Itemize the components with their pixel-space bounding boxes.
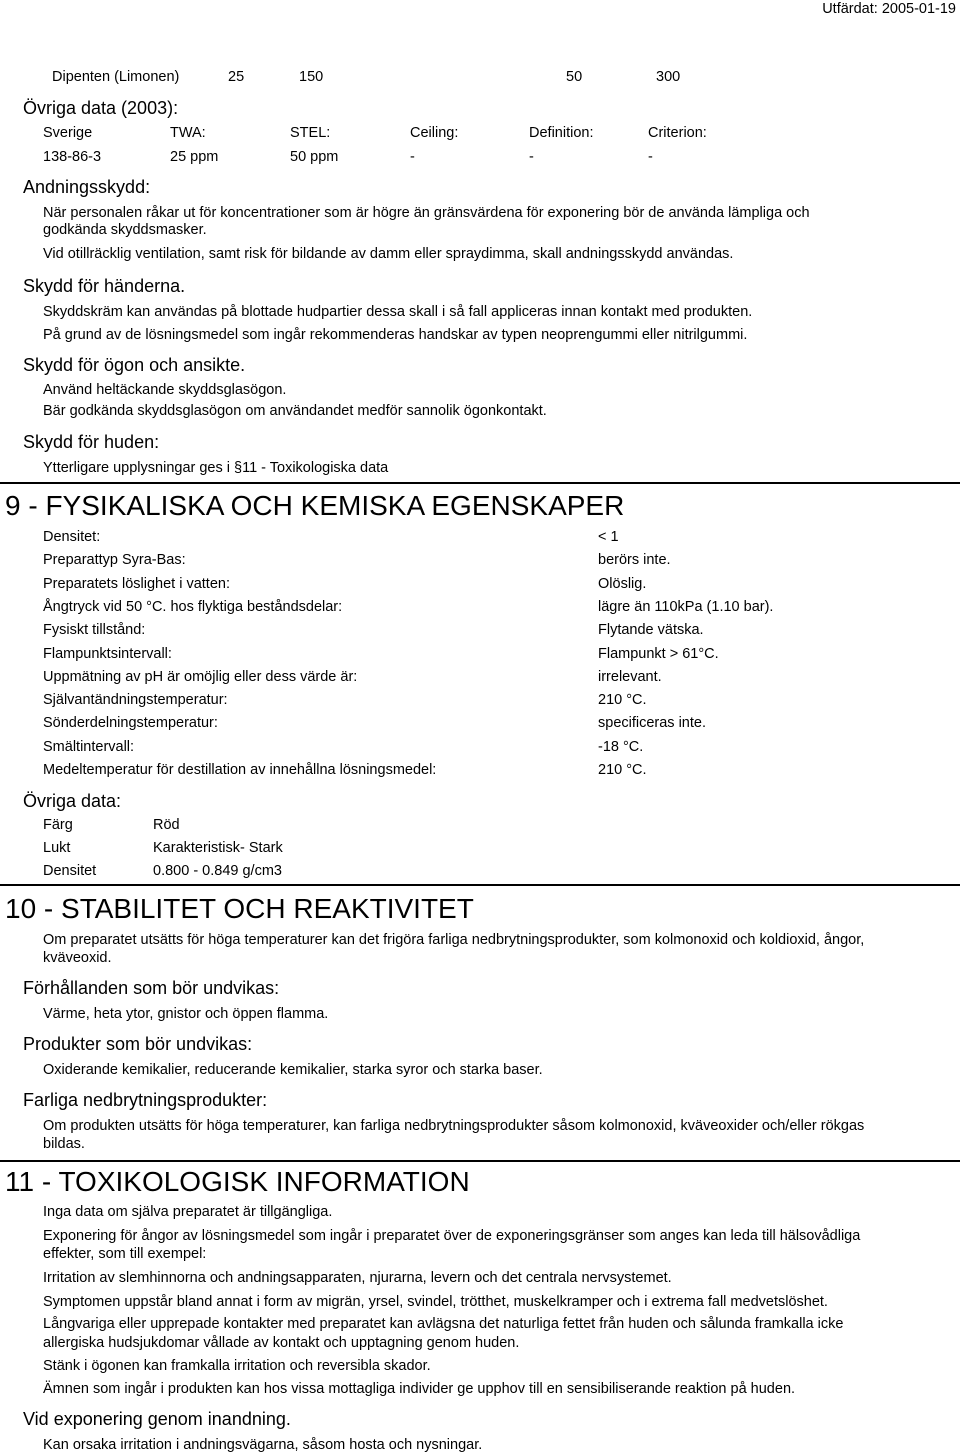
stability-intro-2: kväveoxid. [43, 950, 112, 966]
twa-mg: 25 [228, 69, 245, 85]
property-label: Sönderdelningstemperatur: [43, 715, 218, 732]
tox-line-7: Ämnen som ingår i produkten kan hos vissa mottagliga individer ge upphov till en sensibiliserande reaktion på huden. [43, 1381, 796, 1397]
decomposition-heading: Farliga nedbrytningsprodukter: [23, 1090, 268, 1110]
col-header-ceiling: Ceiling: [410, 125, 459, 141]
ovriga-value: 0.800 - 0.849 g/cm3 [153, 863, 282, 879]
ovriga-data-heading: Övriga data: [23, 791, 122, 811]
tox-line-5: Långvariga eller upprepade kontakter med preparatet kan avlägsna det naturliga fettet från huden och sålunda framkalla icke [43, 1316, 844, 1332]
hander-text-1: Skyddskräm kan användas på blottade hudpartier dessa skall i så fall appliceras innan kontakt med produkten. [43, 304, 753, 320]
ogon-heading: Skydd för ögon och ansikte. [23, 355, 246, 375]
ceiling-value: - [410, 149, 415, 165]
col-header-stel: STEL: [290, 125, 331, 141]
property-value: 210 °C. [598, 762, 647, 778]
tox-line-5b: allergiska hudsjukdomar vållade av kontakt och upptagning genom huden. [43, 1335, 520, 1351]
avoid-products-heading: Produkter som bör undvikas: [23, 1034, 253, 1054]
stel-value: 50 ppm [290, 149, 339, 165]
definition-value: - [529, 149, 534, 165]
decomposition-text-2: bildas. [43, 1136, 85, 1152]
property-value: lägre än 110kPa (1.10 bar). [598, 598, 774, 615]
col-header-definition: Definition: [529, 125, 594, 141]
tox-line-6: Stänk i ögonen kan framkalla irritation och reversibla skador. [43, 1358, 431, 1374]
andning-text-2: Vid otillräcklig ventilation, samt risk för bildande av damm eller spraydimma, skall andningsskydd användas. [43, 246, 734, 262]
property-value: Flampunkt > 61°C. [598, 645, 719, 662]
tox-line-2: Exponering för ångor av lösningsmedel som ingår i preparatet över de exponeringsgränser som anges kan leda till hälsovådliga [43, 1228, 861, 1244]
ovriga-value: Röd [153, 817, 180, 833]
avoid-products-text: Oxiderande kemikalier, reducerande kemikalier, starka syror och starka baser. [43, 1062, 543, 1078]
ogon-text-1: Använd heltäckande skyddsglasögon. [43, 382, 287, 398]
hander-heading: Skydd för händerna. [23, 276, 186, 296]
tox-line-3: Irritation av slemhinnorna och andningsapparaten, njurarna, levern och det centrala nervsystemet. [43, 1270, 672, 1286]
avoid-conditions-text: Värme, heta ytor, gnistor och öppen flamma. [43, 1006, 329, 1022]
cas-number: 138-86-3 [43, 149, 102, 165]
property-value: irrelevant. [598, 668, 662, 685]
ogon-text-2: Bär godkända skyddsglasögon om användandet medför sannolik ögonkontakt. [43, 403, 547, 419]
ovriga-label: Densitet [43, 863, 97, 879]
property-label: Ångtryck vid 50 °C. hos flyktiga beståndsdelar: [43, 598, 343, 615]
tox-line-4: Symptomen uppstår bland annat i form av migrän, yrsel, svindel, trötthet, muskelkramper och i extrema fall medvetslöshet. [43, 1294, 828, 1310]
property-value: Olöslig. [598, 575, 647, 592]
huden-text: Ytterligare upplysningar ges i §11 - Toxikologiska data [43, 460, 389, 476]
substance-name: Dipenten (Limonen) [52, 69, 180, 85]
issue-date: Utfärdat: 2005-01-19 [822, 1, 956, 17]
section-10-title: 10 - STABILITET OCH REAKTIVITET [5, 893, 474, 924]
property-value: 210 °C. [598, 692, 647, 709]
property-label: Preparattyp Syra-Bas: [43, 552, 186, 569]
stel-mg: 150 [299, 69, 324, 85]
twa-value: 25 ppm [170, 149, 219, 165]
hander-text-2: På grund av de lösningsmedel som ingår rekommenderas handskar av typen neoprengummi eller nitrilgummi. [43, 327, 748, 343]
avoid-conditions-heading: Förhållanden som bör undvikas: [23, 978, 280, 998]
decomposition-text-1: Om produkten utsätts för höga temperaturer, kan farliga nedbrytningsprodukter såsom kolmonoxid, kväveoxider och/eller rökgas [43, 1118, 865, 1134]
ovriga-label: Färg [43, 817, 73, 833]
tox-line-1: Inga data om själva preparatet är tillgängliga. [43, 1204, 333, 1220]
property-label: Självantändningstemperatur: [43, 692, 228, 709]
andningsskydd-heading: Andningsskydd: [23, 177, 151, 197]
property-label: Medeltemperatur för destillation av innehållna lösningsmedel: [43, 762, 437, 778]
col-header-sverige: Sverige [43, 125, 93, 141]
section-divider [0, 884, 960, 886]
col-header-criterion: Criterion: [648, 125, 707, 141]
inhalation-text: Kan orsaka irritation i andningsvägarna, såsom hosta och nysningar. [43, 1437, 483, 1453]
property-label: Preparatets löslighet i vatten: [43, 575, 230, 592]
property-label: Flampunktsintervall: [43, 645, 172, 662]
value-4: 50 [566, 69, 583, 85]
section-divider [0, 482, 960, 484]
property-value: -18 °C. [598, 738, 644, 755]
section-9-title: 9 - FYSIKALISKA OCH KEMISKA EGENSKAPER [5, 490, 625, 521]
ovriga-value: Karakteristisk- Stark [153, 840, 283, 856]
value-5: 300 [656, 69, 681, 85]
property-label: Smältintervall: [43, 738, 135, 755]
property-label: Densitet: [43, 529, 101, 545]
tox-line-2b: effekter, som till exempel: [43, 1246, 207, 1262]
inhalation-heading: Vid exponering genom inandning. [23, 1409, 291, 1429]
huden-heading: Skydd för huden: [23, 432, 160, 452]
property-label: Uppmätning av pH är omöjlig eller dess värde är: [43, 668, 358, 685]
property-value: specificeras inte. [598, 715, 706, 732]
ovriga-data-2003-heading: Övriga data (2003): [23, 98, 179, 118]
property-value: berörs inte. [598, 552, 671, 569]
stability-intro-1: Om preparatet utsätts för höga temperaturer kan det frigöra farliga nedbrytningsprodukter, som kolmonoxid och koldioxid, ångor, [43, 932, 865, 948]
andning-text-1: När personalen råkar ut för koncentrationer som är högre än gränsvärdena för exponering bör de använda lämpliga och [43, 205, 810, 221]
criterion-value: - [648, 149, 653, 165]
property-label: Fysiskt tillstånd: [43, 622, 146, 639]
ovriga-label: Lukt [43, 840, 71, 856]
andning-text-1b: godkända skyddsmasker. [43, 222, 207, 238]
property-value: Flytande vätska. [598, 622, 704, 639]
property-value: < 1 [598, 529, 619, 545]
section-11-title: 11 - TOXIKOLOGISK INFORMATION [5, 1166, 470, 1197]
section-divider [0, 1160, 960, 1162]
col-header-twa: TWA: [170, 125, 206, 141]
